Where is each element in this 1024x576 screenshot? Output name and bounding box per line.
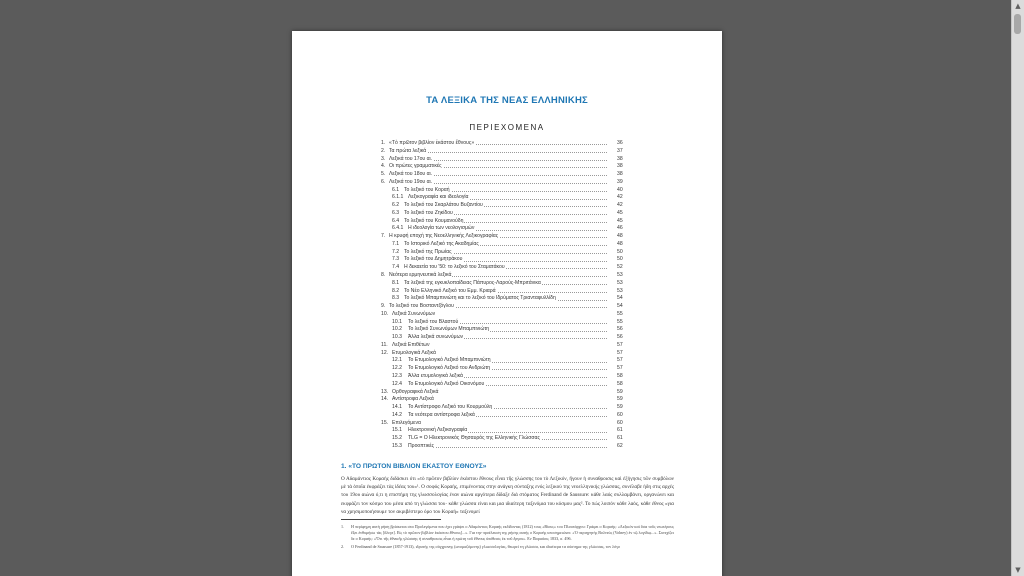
toc-entry-title: Επιλεγόμενα bbox=[392, 419, 421, 426]
toc-entry-page: 53 bbox=[617, 272, 623, 279]
toc-entry[interactable] bbox=[381, 264, 629, 272]
toc-entry-number: 12.3 bbox=[392, 372, 402, 379]
toc-entry-number: 7.3 bbox=[392, 256, 400, 263]
toc-entry-title: Το λεξικό της Πρωίας bbox=[404, 248, 452, 255]
toc-entry-number: 10.3 bbox=[392, 334, 402, 341]
toc-entry-title: Το λεξικό του Σκαρλάτου Βυζαντίου bbox=[404, 202, 483, 209]
toc-entry[interactable] bbox=[381, 342, 629, 350]
toc-entry-number: 12.2 bbox=[392, 365, 402, 372]
footnote-divider bbox=[341, 519, 441, 520]
toc-entry-page: 56 bbox=[617, 326, 623, 333]
toc-entry-page: 61 bbox=[617, 435, 623, 442]
toc-entry-title: Ηλεκτρονική Λεξικογραφία bbox=[408, 427, 468, 434]
toc-entry-page: 52 bbox=[617, 264, 623, 271]
toc-entry-title: Το Νέο Ελληνικό Λεξικό του Εμμ. Κριαρά bbox=[404, 287, 496, 294]
toc-entry-title: Η ιδεολογία των νεολογισμών bbox=[408, 225, 475, 232]
toc-entry-page: 42 bbox=[617, 194, 623, 201]
vertical-scrollbar[interactable] bbox=[1011, 0, 1024, 576]
toc-entry[interactable] bbox=[381, 396, 629, 404]
toc-entry-number: 14. bbox=[381, 396, 389, 403]
toc-entry-number: 11. bbox=[381, 341, 388, 348]
toc-entry-page: 57 bbox=[617, 341, 623, 348]
toc-entry-page: 57 bbox=[617, 349, 623, 356]
toc-entry-page: 56 bbox=[617, 334, 623, 341]
toc-entry-title: Το Αντίστροφο Λεξικό του Κουρμούλη bbox=[408, 404, 493, 411]
toc-entry-title: Προοπτικές bbox=[408, 442, 435, 449]
toc-entry-number: 1. bbox=[381, 140, 386, 146]
toc-leader-dots bbox=[408, 447, 607, 448]
toc-entry-title: Το Ετυμολογικό Λεξικό Μπαμπινιώτη bbox=[408, 357, 491, 364]
toc-entry-number: 2. bbox=[381, 147, 386, 154]
toc-entry-number: 6.1.1 bbox=[392, 194, 404, 201]
toc-entry-number: 8.1 bbox=[392, 279, 400, 286]
toc-entry-page: 57 bbox=[617, 365, 623, 372]
toc-entry[interactable] bbox=[381, 202, 629, 210]
toc-entry-title: Το λεξικό του Κουμανούδη bbox=[404, 217, 464, 224]
toc-entry-page: 50 bbox=[617, 248, 623, 255]
toc-entry-title: Λεξικά του 17ου αι. bbox=[389, 155, 433, 162]
toc-entry[interactable] bbox=[381, 241, 629, 249]
toc-entry-page: 62 bbox=[617, 442, 623, 449]
toc-entry[interactable] bbox=[381, 233, 629, 241]
toc-entry-number: 6. bbox=[381, 178, 386, 185]
toc-entry[interactable] bbox=[381, 148, 629, 156]
toc-entry-title: Η δεκαετία του '50: το λεξικό του Σταματάκου bbox=[404, 264, 505, 271]
toc-entry[interactable] bbox=[381, 179, 629, 187]
toc-entry-page: 38 bbox=[617, 171, 623, 178]
toc-entry[interactable] bbox=[381, 381, 629, 389]
toc-entry-number: 6.2 bbox=[392, 202, 400, 209]
scrollbar-thumb[interactable] bbox=[1014, 14, 1021, 34]
footnote-number: 1. bbox=[341, 524, 345, 529]
toc-entry[interactable] bbox=[381, 412, 629, 420]
toc-entry[interactable] bbox=[381, 140, 629, 148]
toc-entry-number: 12.1 bbox=[392, 357, 402, 364]
toc-entry-title: Λεξικά Συνωνύμων bbox=[392, 310, 436, 317]
toc-entry-number: 7.4 bbox=[392, 264, 400, 271]
toc-entry-page: 53 bbox=[617, 279, 623, 286]
toc-entry-page: 53 bbox=[617, 287, 623, 294]
toc-entry-number: 9. bbox=[381, 303, 386, 310]
toc-entry-page: 48 bbox=[617, 240, 623, 247]
toc-entry-page: 58 bbox=[617, 372, 623, 379]
toc-entry[interactable] bbox=[381, 435, 629, 443]
toc-entry-title: Οι πρώτες γραμματικές bbox=[389, 163, 442, 170]
table-of-contents bbox=[381, 140, 629, 451]
toc-entry-title: Το λεξικό Συνωνύμων Μπαμπινιώτη bbox=[408, 326, 490, 333]
toc-entry-title: Το λεξικό του Βοσταντζόγλου bbox=[389, 303, 454, 310]
toc-entry-number: 12. bbox=[381, 349, 389, 356]
toc-entry-number: 3. bbox=[381, 155, 386, 162]
toc-entry-title: Η κρυφή εποχή της Νεοελληνικής Λεξικογραφίας bbox=[389, 233, 499, 240]
toc-entry[interactable] bbox=[381, 334, 629, 342]
toc-entry-page: 37 bbox=[617, 147, 623, 154]
footnotes bbox=[341, 524, 674, 552]
footnote-number: 2. bbox=[341, 544, 345, 549]
footnote-text: Ο Ferdinand de Saussure (1857-1913), ιδρυτής της σύγχρονης (ωνομαζόμενης) γλωσσολογίας, θεωρεί τη γλώσσα, και ιδιαίτερα τα σύστημα της γλώσσας, τον λόγο bbox=[351, 544, 621, 549]
toc-entry-title: Το Ετυμολογικό Λεξικό του Ανδριώτη bbox=[408, 365, 491, 372]
toc-entry-number: 8. bbox=[381, 272, 386, 279]
toc-entry-number: 15.2 bbox=[392, 435, 402, 442]
toc-entry-page: 60 bbox=[617, 419, 623, 426]
toc-entry-title: Το λεξικό του Δημητράκου bbox=[404, 256, 463, 263]
toc-entry-page: 36 bbox=[617, 140, 623, 146]
toc-entry-page: 54 bbox=[617, 295, 623, 302]
toc-entry-title: Το λεξικό Μπαμπινιώτη και το λεξικό του Ιδρύματος Τριανταφυλλίδη bbox=[404, 295, 556, 302]
toc-entry[interactable] bbox=[381, 443, 629, 451]
footnote-text: Η περίφημη αυτή ρήση βρίσκεται στα Προλεγόμενα που έχει γράψει ο Αδαμάντιος Κοραής εκδίδοντας (1812) τους «Βίους» του Πλουτάρχου: Γράφει ο Κοραής: «Λεξικὸν καὶ ὅσα τοῦς νεωτέρους ἔξει ἐνθυμήσω τὰς [ὅλεγε]. Εἰς τὸ πρῶτον βιβλίον ἑκάστου ἔθνους]...». Για την προέλευση της ρήσης αυτής ο Κοραής υποσημειώνει: «Ὁ περιηγητὴς Βολνεὺς (Volney) ἐν τῷ λογίδιῳ...». Συνεχίζει δε ο Κοραής: «Ὅτι τῆς ἐθνικῆς γλώσσης ἡ συναθροισις εἶναι ἡ πρώτη τοῦ ἔθνους ὑπόθεσις ἐκ τοῦ ἔργου». Εν Παρισίοις 1833, σ. 496. bbox=[351, 524, 674, 541]
body-paragraph: Ο Αδαμάντιος Κοραής διδάσκει ότι «τὸ πρῶτον βιβλίον ἑκάστου ἔθνους εἶναι τῆς γλώσσης του τὸ Λεξικόν, ἤγουν ἡ συναθροισις καὶ ἐξήγησις τῶν συμβόλων μὲ τὰ ὁποῖα ἐκφράζει τὰς ἰδέας του»¹. Ο σοφός Κοραής, επιμένοντας στην ανάγκη σύνταξης ενός λεξικού της νεοελληνικής γλώσσας, συνέλαβε ήδη στις αρχές του 19ου αιώνα ό,τι η επιστήμη της γλωσσολογίας έναν αιώνα αργότερα δίδαξε διά στόματος Ferdinand de Saussure: κάθε λαός συλλαμβάνει, οργανώνει και εκφράζει τον κόσμο του μέσα από τη γλώσσα του· κάθε γλώσσα είναι και μια ιδιαίτερη ταξινόμια του κόσμου μας². Το πώς λοιπόν κάθε λαός, κάθε έθνος «για να χρησιμοποιήσουμε τον ακριβέστερο όρο του Κοραή» ταξινομεί bbox=[341, 476, 674, 515]
toc-entry-page: 39 bbox=[617, 178, 623, 185]
toc-entry[interactable] bbox=[381, 210, 629, 218]
toc-entry-page: 42 bbox=[617, 202, 623, 209]
toc-entry-number: 8.3 bbox=[392, 295, 400, 302]
toc-entry-page: 55 bbox=[617, 310, 623, 317]
toc-entry-number: 14.2 bbox=[392, 411, 402, 418]
toc-entry-title: Το λεξικό του Ζηκίδου bbox=[404, 209, 453, 216]
toc-entry-title: Το λεξικό του Κοραή bbox=[404, 186, 450, 193]
toc-entry-page: 46 bbox=[617, 225, 623, 232]
toc-entry-number: 15. bbox=[381, 419, 389, 426]
toc-entry-page: 45 bbox=[617, 209, 623, 216]
scroll-down-icon[interactable]: ▼ bbox=[1015, 566, 1021, 574]
toc-entry[interactable] bbox=[381, 187, 629, 195]
toc-entry[interactable] bbox=[381, 373, 629, 381]
toc-entry-title: Λεξικά του 18ου αι. bbox=[389, 171, 433, 178]
toc-entry-page: 48 bbox=[617, 233, 623, 240]
toc-entry-title: «Τὸ πρῶτον βιβλίον ἑκάστου ἔθνους» bbox=[389, 140, 475, 146]
toc-entry-number: 6.1 bbox=[392, 186, 400, 193]
toc-entry-number: 7.2 bbox=[392, 248, 400, 255]
toc-entry-title: TLG = O Ηλεκτρονικός Θησαυρός της Ελληνικής Γλώσσας bbox=[408, 435, 540, 442]
toc-entry-title: Άλλα λεξικά συνωνύμων bbox=[408, 334, 464, 341]
toc-entry-page: 55 bbox=[617, 318, 623, 325]
toc-entry-title: Ετυμολογικά Λεξικά bbox=[392, 349, 436, 356]
toc-entry-title: Λεξικά του 19ου αι. bbox=[389, 178, 433, 185]
toc-entry-title: Νεότερα ερμηνευτικά λεξικά bbox=[389, 272, 452, 279]
toc-entry-page: 57 bbox=[617, 357, 623, 364]
toc-entry-page: 59 bbox=[617, 388, 623, 395]
toc-entry-title: Το Ετυμολογικό Λεξικό Οικονόμου bbox=[408, 380, 485, 387]
toc-entry-title: Ορθογραφικά Λεξικά bbox=[392, 388, 439, 395]
toc-entry-number: 13. bbox=[381, 388, 389, 395]
toc-entry-number: 4. bbox=[381, 163, 386, 170]
toc-entry-page: 58 bbox=[617, 380, 623, 387]
toc-entry-number: 15.3 bbox=[392, 442, 402, 449]
toc-entry[interactable] bbox=[381, 163, 629, 171]
toc-entry[interactable] bbox=[381, 272, 629, 280]
scroll-up-icon[interactable]: ▲ bbox=[1015, 2, 1021, 10]
toc-entry-number: 7. bbox=[381, 233, 386, 240]
toc-entry-number: 5. bbox=[381, 171, 386, 178]
toc-entry-number: 10. bbox=[381, 310, 389, 317]
toc-entry-title: Το Ιστορικό Λεξικό της Ακαδημίας bbox=[404, 240, 479, 247]
toc-entry-page: 38 bbox=[617, 163, 623, 170]
toc-entry-page: 59 bbox=[617, 396, 623, 403]
toc-entry-title: Τα νεότερα αντίστροφα λεξικά bbox=[408, 411, 475, 418]
section-heading: 1. «ΤΟ ΠΡΩΤΟΝ ΒΙΒΛΙΟΝ ΕΚΑΣΤΟΥ ΕΘΝΟΥΣ» bbox=[341, 463, 487, 470]
toc-entry-page: 45 bbox=[617, 217, 623, 224]
toc-entry[interactable] bbox=[381, 280, 629, 288]
toc-entry-number: 10.2 bbox=[392, 326, 402, 333]
toc-entry-page: 60 bbox=[617, 411, 623, 418]
toc-entry[interactable] bbox=[381, 404, 629, 412]
toc-entry[interactable] bbox=[381, 365, 629, 373]
toc-entry[interactable] bbox=[381, 194, 629, 202]
toc-entry[interactable] bbox=[381, 326, 629, 334]
toc-entry[interactable] bbox=[381, 427, 629, 435]
footnote bbox=[341, 524, 674, 542]
toc-entry[interactable] bbox=[381, 171, 629, 179]
toc-entry-number: 7.1 bbox=[392, 240, 400, 247]
toc-entry-title: Λεξικά Επιθέτων bbox=[392, 341, 430, 348]
toc-entry-number: 6.4 bbox=[392, 217, 400, 224]
toc-heading: ΠΕΡΙΕΧΟΜΕΝΑ bbox=[469, 123, 545, 132]
toc-entry[interactable] bbox=[381, 295, 629, 303]
toc-entry[interactable] bbox=[381, 311, 629, 319]
toc-entry-number: 6.4.1 bbox=[392, 225, 404, 232]
toc-entry-title: Άλλα ετυμολογικά λεξικά bbox=[408, 372, 464, 379]
toc-entry-number: 10.1 bbox=[392, 318, 402, 325]
toc-entry-title: Αντίστροφα Λεξικά bbox=[392, 396, 434, 403]
footnote bbox=[341, 544, 674, 550]
toc-entry-number: 12.4 bbox=[392, 380, 402, 387]
toc-entry-page: 54 bbox=[617, 303, 623, 310]
toc-entry-title: Λεξικογραφία και ιδεολογία bbox=[408, 194, 469, 201]
toc-entry-page: 59 bbox=[617, 404, 623, 411]
toc-entry-number: 6.3 bbox=[392, 209, 400, 216]
toc-entry-page: 50 bbox=[617, 256, 623, 263]
toc-entry-title: Τα λεξικά της εγκυκλοπαίδειας Πάπυρος-Λαρούς-Μπριτάνικα bbox=[404, 279, 541, 286]
toc-entry-title: Το λεξικό του Βλαστού bbox=[408, 318, 459, 325]
toc-entry-number: 8.2 bbox=[392, 287, 400, 294]
document-page bbox=[292, 31, 722, 576]
toc-entry-page: 61 bbox=[617, 427, 623, 434]
toc-entry-number: 15.1 bbox=[392, 427, 402, 434]
toc-entry-page: 38 bbox=[617, 155, 623, 162]
toc-entry-page: 40 bbox=[617, 186, 623, 193]
toc-entry[interactable] bbox=[381, 303, 629, 311]
document-title: ΤΑ ΛΕΞΙΚΑ ΤΗΣ ΝΕΑΣ ΕΛΛΗΝΙΚΗΣ bbox=[426, 95, 588, 106]
toc-entry-title: Τα πρώτα λεξικά bbox=[389, 147, 427, 154]
toc-entry-number: 14.1 bbox=[392, 404, 402, 411]
